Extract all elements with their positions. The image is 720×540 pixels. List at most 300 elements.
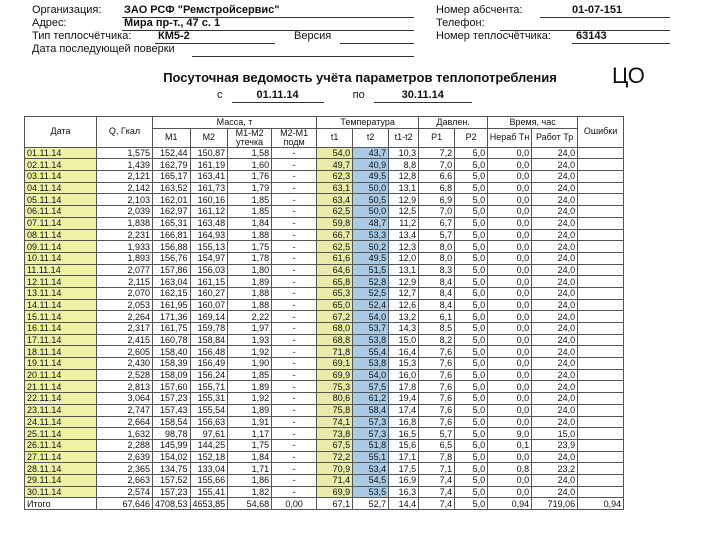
table-cell: 16,3 (389, 486, 419, 498)
phone-label: Телефон: (436, 17, 485, 29)
table-cell (578, 416, 624, 428)
table-cell: - (272, 287, 317, 299)
table-cell: 5,0 (455, 287, 488, 299)
table-cell: 12,3 (389, 241, 419, 253)
table-row (25, 287, 624, 299)
table-cell: 5,0 (455, 159, 488, 171)
group-time: Время, час (488, 117, 578, 129)
table-cell: 55,4 (353, 346, 389, 358)
table-cell: 64,6 (317, 264, 353, 276)
table-cell: 24,0 (532, 276, 578, 288)
col-m1: М1 (153, 128, 191, 147)
table-cell: - (272, 264, 317, 276)
table-row (25, 323, 624, 335)
table-cell: 2,574 (97, 486, 153, 498)
table-cell: 2,077 (97, 264, 153, 276)
table-cell: 1,90 (228, 358, 272, 370)
table-cell: 53,5 (353, 486, 389, 498)
table-cell: 156,63 (190, 416, 228, 428)
table-cell: 16,9 (389, 474, 419, 486)
table-cell: 5,7 (419, 229, 455, 241)
table-cell: 24,0 (532, 299, 578, 311)
table-cell: 12,9 (389, 194, 419, 206)
table-cell: 75,8 (317, 404, 353, 416)
table-row (25, 334, 624, 346)
table-cell: - (272, 194, 317, 206)
table-cell: - (272, 171, 317, 183)
table-cell: 24,0 (532, 287, 578, 299)
table-cell: 5,0 (455, 217, 488, 229)
table-cell: 6,9 (419, 194, 455, 206)
table-cell: 157,60 (153, 381, 191, 393)
table-cell: 63,1 (317, 182, 353, 194)
table-cell: 62,5 (317, 206, 353, 218)
table-cell: 50,0 (353, 206, 389, 218)
table-cell: 1,84 (228, 451, 272, 463)
col-q: Q, Гкал (97, 117, 153, 148)
table-cell (578, 311, 624, 323)
table-cell: 13,1 (389, 182, 419, 194)
table-cell (578, 194, 624, 206)
table-cell: 162,01 (153, 194, 191, 206)
table-cell: 160,78 (153, 334, 191, 346)
table-cell: 1,85 (228, 194, 272, 206)
table-cell: 26.11.14 (25, 439, 97, 451)
table-row (25, 159, 624, 171)
table-cell: 0,1 (488, 439, 532, 451)
table-cell: 02.11.14 (25, 159, 97, 171)
table-cell: 19.11.14 (25, 358, 97, 370)
table-cell: 24,0 (532, 229, 578, 241)
table-cell: 53,3 (353, 229, 389, 241)
col-work: Работ Тр (532, 128, 578, 147)
table-cell: 17.11.14 (25, 334, 97, 346)
table-cell: 52,5 (353, 287, 389, 299)
subscriber-label: Номер абсчента: (436, 4, 523, 16)
table-cell: 158,39 (153, 358, 191, 370)
version-underline (340, 43, 414, 44)
table-cell: 4653,85 (190, 498, 228, 510)
table-cell: 158,40 (153, 346, 191, 358)
table-cell: 61,2 (353, 393, 389, 405)
table-cell: 67,5 (317, 439, 353, 451)
table-cell: 23,9 (532, 439, 578, 451)
table-cell: 1,933 (97, 241, 153, 253)
table-cell: 8,4 (419, 276, 455, 288)
table-cell: 719,06 (532, 498, 578, 510)
table-cell (578, 217, 624, 229)
table-row (25, 404, 624, 416)
last-check-underline (192, 56, 414, 57)
table-cell: 2,142 (97, 182, 153, 194)
table-cell (578, 439, 624, 451)
table-cell: 0,0 (488, 358, 532, 370)
table-cell: 2,039 (97, 206, 153, 218)
table-cell: 62,3 (317, 171, 353, 183)
table-cell: 0,0 (488, 369, 532, 381)
table-cell: 53,8 (353, 358, 389, 370)
table-cell: 0,0 (488, 147, 532, 159)
meter-type-label: Тип теплосчётчика: (32, 30, 132, 42)
table-cell: 19,4 (389, 393, 419, 405)
table-cell: - (272, 463, 317, 475)
table-cell: 24,0 (532, 252, 578, 264)
table-cell: 0,0 (488, 252, 532, 264)
table-cell: 97,61 (190, 428, 228, 440)
table-cell: 16,4 (389, 346, 419, 358)
table-cell: 08.11.14 (25, 229, 97, 241)
table-cell: 48,7 (353, 217, 389, 229)
table-cell: 1,75 (228, 439, 272, 451)
table-cell (578, 241, 624, 253)
table-cell: 5,0 (455, 252, 488, 264)
table-cell: 30.11.14 (25, 486, 97, 498)
table-cell: 53,7 (353, 323, 389, 335)
table-cell: 6,5 (419, 439, 455, 451)
table-cell: 2,415 (97, 334, 153, 346)
table-cell: 165,31 (153, 217, 191, 229)
table-cell: 8,3 (419, 264, 455, 276)
table-cell: 24,0 (532, 451, 578, 463)
table-cell: 5,0 (455, 474, 488, 486)
table-cell: 8,4 (419, 287, 455, 299)
table-cell (578, 381, 624, 393)
table-cell: 67,2 (317, 311, 353, 323)
table-cell: 2,231 (97, 229, 153, 241)
table-cell: 57,3 (353, 416, 389, 428)
table-cell: 160,27 (190, 287, 228, 299)
table-cell (578, 287, 624, 299)
table-cell: 1,88 (228, 229, 272, 241)
table-cell: - (272, 276, 317, 288)
table-cell: 13,4 (389, 229, 419, 241)
table-cell: - (272, 206, 317, 218)
table-row (25, 428, 624, 440)
table-cell (578, 404, 624, 416)
table-cell: 154,97 (190, 252, 228, 264)
table-cell: 5,0 (455, 428, 488, 440)
table-cell: 65,3 (317, 287, 353, 299)
table-cell: 73,8 (317, 428, 353, 440)
table-cell: 24,0 (532, 346, 578, 358)
table-cell: 15.11.14 (25, 311, 97, 323)
table-cell: 1,439 (97, 159, 153, 171)
table-cell: - (272, 439, 317, 451)
table-cell: 156,49 (190, 358, 228, 370)
table-cell: 17,5 (389, 463, 419, 475)
table-cell: 0,0 (488, 346, 532, 358)
table-cell: 24,0 (532, 474, 578, 486)
table-cell: 2,664 (97, 416, 153, 428)
table-cell: 24,0 (532, 381, 578, 393)
table-cell: 0,94 (578, 498, 624, 510)
table-cell: - (272, 334, 317, 346)
table-row (25, 194, 624, 206)
table-cell (578, 323, 624, 335)
table-cell: 24,0 (532, 182, 578, 194)
table-cell: 0,0 (488, 194, 532, 206)
table-cell: 160,16 (190, 194, 228, 206)
table-cell: 20.11.14 (25, 369, 97, 381)
table-cell: 2,070 (97, 287, 153, 299)
table-cell: 169,14 (190, 311, 228, 323)
table-cell: 05.11.14 (25, 194, 97, 206)
table-cell: - (272, 381, 317, 393)
table-cell: 69,9 (317, 486, 353, 498)
table-row (25, 439, 624, 451)
table-cell: 1,89 (228, 381, 272, 393)
table-cell: 7,4 (419, 498, 455, 510)
table-cell: 72,2 (317, 451, 353, 463)
table-cell: 152,18 (190, 451, 228, 463)
report-period (217, 89, 472, 103)
table-cell: 68,8 (317, 334, 353, 346)
table-cell: 0,0 (488, 323, 532, 335)
table-cell (578, 264, 624, 276)
table-cell (578, 463, 624, 475)
table-cell: 0,0 (488, 276, 532, 288)
table-cell: 0,0 (488, 171, 532, 183)
table-cell: 2,747 (97, 404, 153, 416)
table-cell: 1,78 (228, 252, 272, 264)
subscriber-underline (540, 17, 670, 18)
table-cell: 1,82 (228, 486, 272, 498)
table-cell: - (272, 182, 317, 194)
table-cell: 5,0 (455, 381, 488, 393)
table-cell: 54,68 (228, 498, 272, 510)
table-cell: 5,0 (455, 147, 488, 159)
table-cell: 162,97 (153, 206, 191, 218)
table-cell: 8,2 (419, 334, 455, 346)
table-cell: 1,893 (97, 252, 153, 264)
table-cell: 163,48 (190, 217, 228, 229)
table-cell (578, 334, 624, 346)
table-cell: 2,288 (97, 439, 153, 451)
table-cell: 161,75 (153, 323, 191, 335)
group-mass: Масса, т (153, 117, 317, 129)
table-cell: 155,31 (190, 393, 228, 405)
table-cell (578, 147, 624, 159)
address-label: Адрес: (32, 17, 67, 29)
col-idle: Нераб Тн (488, 128, 532, 147)
table-cell: 14,3 (389, 323, 419, 335)
table-cell (578, 206, 624, 218)
table-cell: 145,99 (153, 439, 191, 451)
table-cell (578, 474, 624, 486)
table-cell: 171,36 (153, 311, 191, 323)
table-cell: 24,0 (532, 147, 578, 159)
table-cell: 1,71 (228, 463, 272, 475)
table-cell: 7,6 (419, 358, 455, 370)
table-cell: 2,639 (97, 451, 153, 463)
table-cell: 0,94 (488, 498, 532, 510)
total-row (25, 498, 624, 510)
table-cell: 0,0 (488, 206, 532, 218)
address-value: Мира пр-т., 47 с. 1 (124, 17, 221, 29)
table-cell: 5,0 (455, 416, 488, 428)
table-cell: 16.11.14 (25, 323, 97, 335)
table-cell: 10.11.14 (25, 252, 97, 264)
table-cell: 133,04 (190, 463, 228, 475)
table-cell: 15,6 (389, 439, 419, 451)
table-cell: 5,0 (455, 393, 488, 405)
table-cell: 6,7 (419, 217, 455, 229)
table-cell: 1,86 (228, 474, 272, 486)
table-cell: 1,97 (228, 323, 272, 335)
table-cell: 8,0 (419, 252, 455, 264)
table-cell: 12,5 (389, 206, 419, 218)
table-cell: 1,75 (228, 241, 272, 253)
table-cell: 7,6 (419, 404, 455, 416)
period-to-label: по (352, 89, 365, 101)
table-cell: 24.11.14 (25, 416, 97, 428)
table-cell: - (272, 229, 317, 241)
table-row (25, 299, 624, 311)
table-cell: 2,22 (228, 311, 272, 323)
table-cell: 1,632 (97, 428, 153, 440)
table-row (25, 252, 624, 264)
table-cell: 24,0 (532, 159, 578, 171)
table-cell: 166,81 (153, 229, 191, 241)
table-cell: 80,6 (317, 393, 353, 405)
table-cell: 70,9 (317, 463, 353, 475)
table-cell: - (272, 393, 317, 405)
table-cell: 67,646 (97, 498, 153, 510)
table-cell: 1,92 (228, 346, 272, 358)
table-cell: - (272, 486, 317, 498)
table-cell: 24,0 (532, 393, 578, 405)
table-cell: 43,7 (353, 147, 389, 159)
table-cell: 24,0 (532, 358, 578, 370)
table-cell: 51,5 (353, 264, 389, 276)
table-cell: 134,75 (153, 463, 191, 475)
table-cell: 7,0 (419, 206, 455, 218)
meter-number-value: 63143 (576, 30, 607, 42)
table-row (25, 147, 624, 159)
col-t2: t2 (353, 128, 389, 147)
table-cell: 158,09 (153, 369, 191, 381)
table-cell: 5,0 (455, 229, 488, 241)
table-cell: 5,0 (455, 206, 488, 218)
table-cell: 2,528 (97, 369, 153, 381)
table-cell: 159,78 (190, 323, 228, 335)
table-body (25, 147, 624, 509)
col-t1: t1 (317, 128, 353, 147)
table-cell: 2,317 (97, 323, 153, 335)
table-row (25, 264, 624, 276)
table-cell: 157,43 (153, 404, 191, 416)
table-cell: 04.11.14 (25, 182, 97, 194)
table-cell: 14.11.14 (25, 299, 97, 311)
table-cell: 0,0 (488, 404, 532, 416)
table-cell: 2,053 (97, 299, 153, 311)
table-cell: 15,3 (389, 358, 419, 370)
table-cell: 5,0 (455, 369, 488, 381)
table-cell: 160,07 (190, 299, 228, 311)
table-cell: 24,0 (532, 241, 578, 253)
table-cell: - (272, 451, 317, 463)
table-cell: 5,0 (455, 404, 488, 416)
table-cell: - (272, 299, 317, 311)
table-cell: 06.11.14 (25, 206, 97, 218)
table-cell: 155,71 (190, 381, 228, 393)
table-cell: 28.11.14 (25, 463, 97, 475)
table-cell: 1,89 (228, 404, 272, 416)
table-cell: 156,24 (190, 369, 228, 381)
table-cell (578, 182, 624, 194)
table-cell: 66,7 (317, 229, 353, 241)
table-row (25, 311, 624, 323)
table-cell: 2,813 (97, 381, 153, 393)
table-cell: 1,575 (97, 147, 153, 159)
group-pressure: Давлен. (419, 117, 488, 129)
table-cell: 54,5 (353, 474, 389, 486)
table-cell: 16,5 (389, 428, 419, 440)
table-cell (578, 229, 624, 241)
table-cell: 65,0 (317, 299, 353, 311)
table-cell: 157,52 (153, 474, 191, 486)
meter-number-label: Номер теплосчётчика: (436, 30, 551, 42)
table-cell: 1,84 (228, 217, 272, 229)
table-cell: 161,12 (190, 206, 228, 218)
table-cell: 5,0 (455, 346, 488, 358)
table-cell: 24,0 (532, 334, 578, 346)
table-cell: Итого (25, 498, 97, 510)
table-cell: 7,1 (419, 463, 455, 475)
table-cell: 16,8 (389, 416, 419, 428)
table-row (25, 217, 624, 229)
table-row (25, 241, 624, 253)
col-errors: Ошибки (578, 117, 624, 148)
table-cell: 52,4 (353, 299, 389, 311)
table-cell: 7,6 (419, 381, 455, 393)
table-cell: 2,121 (97, 171, 153, 183)
version-label: Версия (294, 30, 332, 42)
table-cell: 13.11.14 (25, 287, 97, 299)
table-cell: 8,0 (419, 241, 455, 253)
table-cell: 59,8 (317, 217, 353, 229)
table-row (25, 486, 624, 498)
table-cell: 1,76 (228, 171, 272, 183)
table-cell: 0,00 (272, 498, 317, 510)
table-cell: 14,4 (389, 498, 419, 510)
table-header (25, 117, 624, 148)
table-cell: 0,8 (488, 463, 532, 475)
table-cell: 7,0 (419, 159, 455, 171)
table-cell: 156,76 (153, 252, 191, 264)
table-cell: 0,0 (488, 264, 532, 276)
table-cell: 54,0 (353, 369, 389, 381)
table-cell: 71,8 (317, 346, 353, 358)
table-row (25, 463, 624, 475)
table-cell (578, 252, 624, 264)
table-cell (578, 451, 624, 463)
table-cell: 98,78 (153, 428, 191, 440)
table-row (25, 229, 624, 241)
table-cell: 57,5 (353, 381, 389, 393)
table-cell: 15,0 (389, 334, 419, 346)
table-cell: 144,25 (190, 439, 228, 451)
table-cell: 12,7 (389, 287, 419, 299)
table-row (25, 393, 624, 405)
table-cell: 65,8 (317, 276, 353, 288)
table-cell: 0,0 (488, 241, 532, 253)
org-label: Организация: (32, 4, 102, 16)
table-cell (578, 369, 624, 381)
table-cell: 40,9 (353, 159, 389, 171)
table-cell: - (272, 241, 317, 253)
table-cell: 21.11.14 (25, 381, 97, 393)
